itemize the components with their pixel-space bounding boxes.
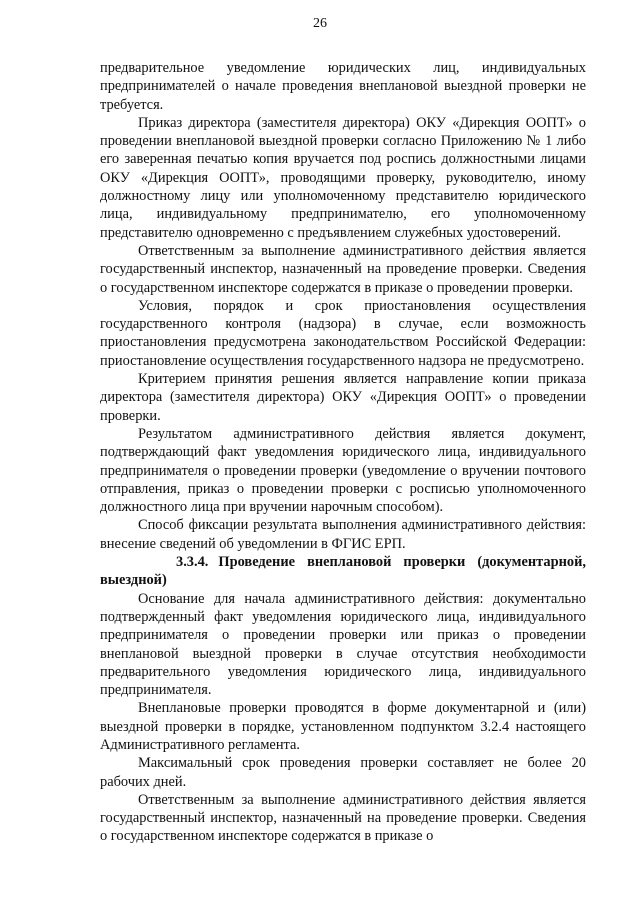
paragraph-6: Результатом административного действия является документ, подтверждающий факт уведомления юридического лица, индивидуального предпринимателя о проведении проверки (уведомление о вручении почтового отправления, приказ о проведении проверки с росписью уполномоченного должностного лица при вручении нарочным способом). — [100, 425, 586, 516]
document-body — [100, 59, 586, 846]
paragraph-11: Ответственным за выполнение административного действия является государственный инспектор, назначенный на проведение проверки. Сведения о государственном инспекторе содержатся в приказе о — [100, 791, 586, 845]
paragraph-4: Условия, порядок и срок приостановления осуществления государственного контроля (надзора) в случае, если возможность приостановления предусмотрена законодательством Российской Федерации: приостановление осуществления государственного надзора не предусмотрено. — [100, 297, 586, 369]
paragraph-9: Внеплановые проверки проводятся в форме документарной и (или) выездной проверки в порядке, установленном подпунктом 3.2.4 настоящего Административного регламента. — [100, 700, 586, 753]
section-title: Проведение внеплановой проверки (документарной, выездной) — [100, 554, 586, 589]
paragraph-2: Приказ директора (заместителя директора) ОКУ «Дирекция ООПТ» о проведении внеплановой выездной проверки согласно Приложению № 1 либо его заверенная печатью копия вручается под роспись должностными лицами ОКУ «Дирекция ООПТ», проводящими проверку, руководителю, иному должностному лицу или уполномоченному представителю юридического лица, индивидуальному предпринимателю, его уполномоченному представителю одновременно с предъявлением служебных удостоверений. — [100, 114, 586, 241]
paragraph-3: Ответственным за выполнение административного действия является государственный инспектор, назначенный на проведение проверки. Сведения о государственном инспекторе содержатся в приказе о проведении проверки. — [100, 242, 586, 296]
paragraph-10: Максимальный срок проведения проверки составляет не более 20 рабочих дней. — [100, 755, 586, 790]
paragraph-5: Критерием принятия решения является направление копии приказа директора (заместителя директора) ОКУ «Дирекция ООПТ» о проведении проверки. — [100, 371, 586, 424]
section-heading — [100, 553, 586, 590]
paragraph-7: Способ фиксации результата выполнения административного действия: внесение сведений об уведомлении в ФГИС ЕРП. — [100, 517, 586, 552]
page-number: 26 — [313, 16, 327, 31]
paragraph-1: предварительное уведомление юридических лиц, индивидуальных предпринимателей о начале проведения внеплановой выездной проверки не требуется. — [100, 60, 586, 113]
section-number: 3.3.4. — [176, 554, 209, 571]
paragraph-8: Основание для начала административного действия: документально подтвержденный факт уведомления юридического лица, индивидуального предпринимателя о проведении проверки или приказ о проведении внеплановой выездной проверки в случае отсутствия необходимости предварительного уведомления юридического лица, индивидуального предпринимателя. — [100, 590, 586, 699]
